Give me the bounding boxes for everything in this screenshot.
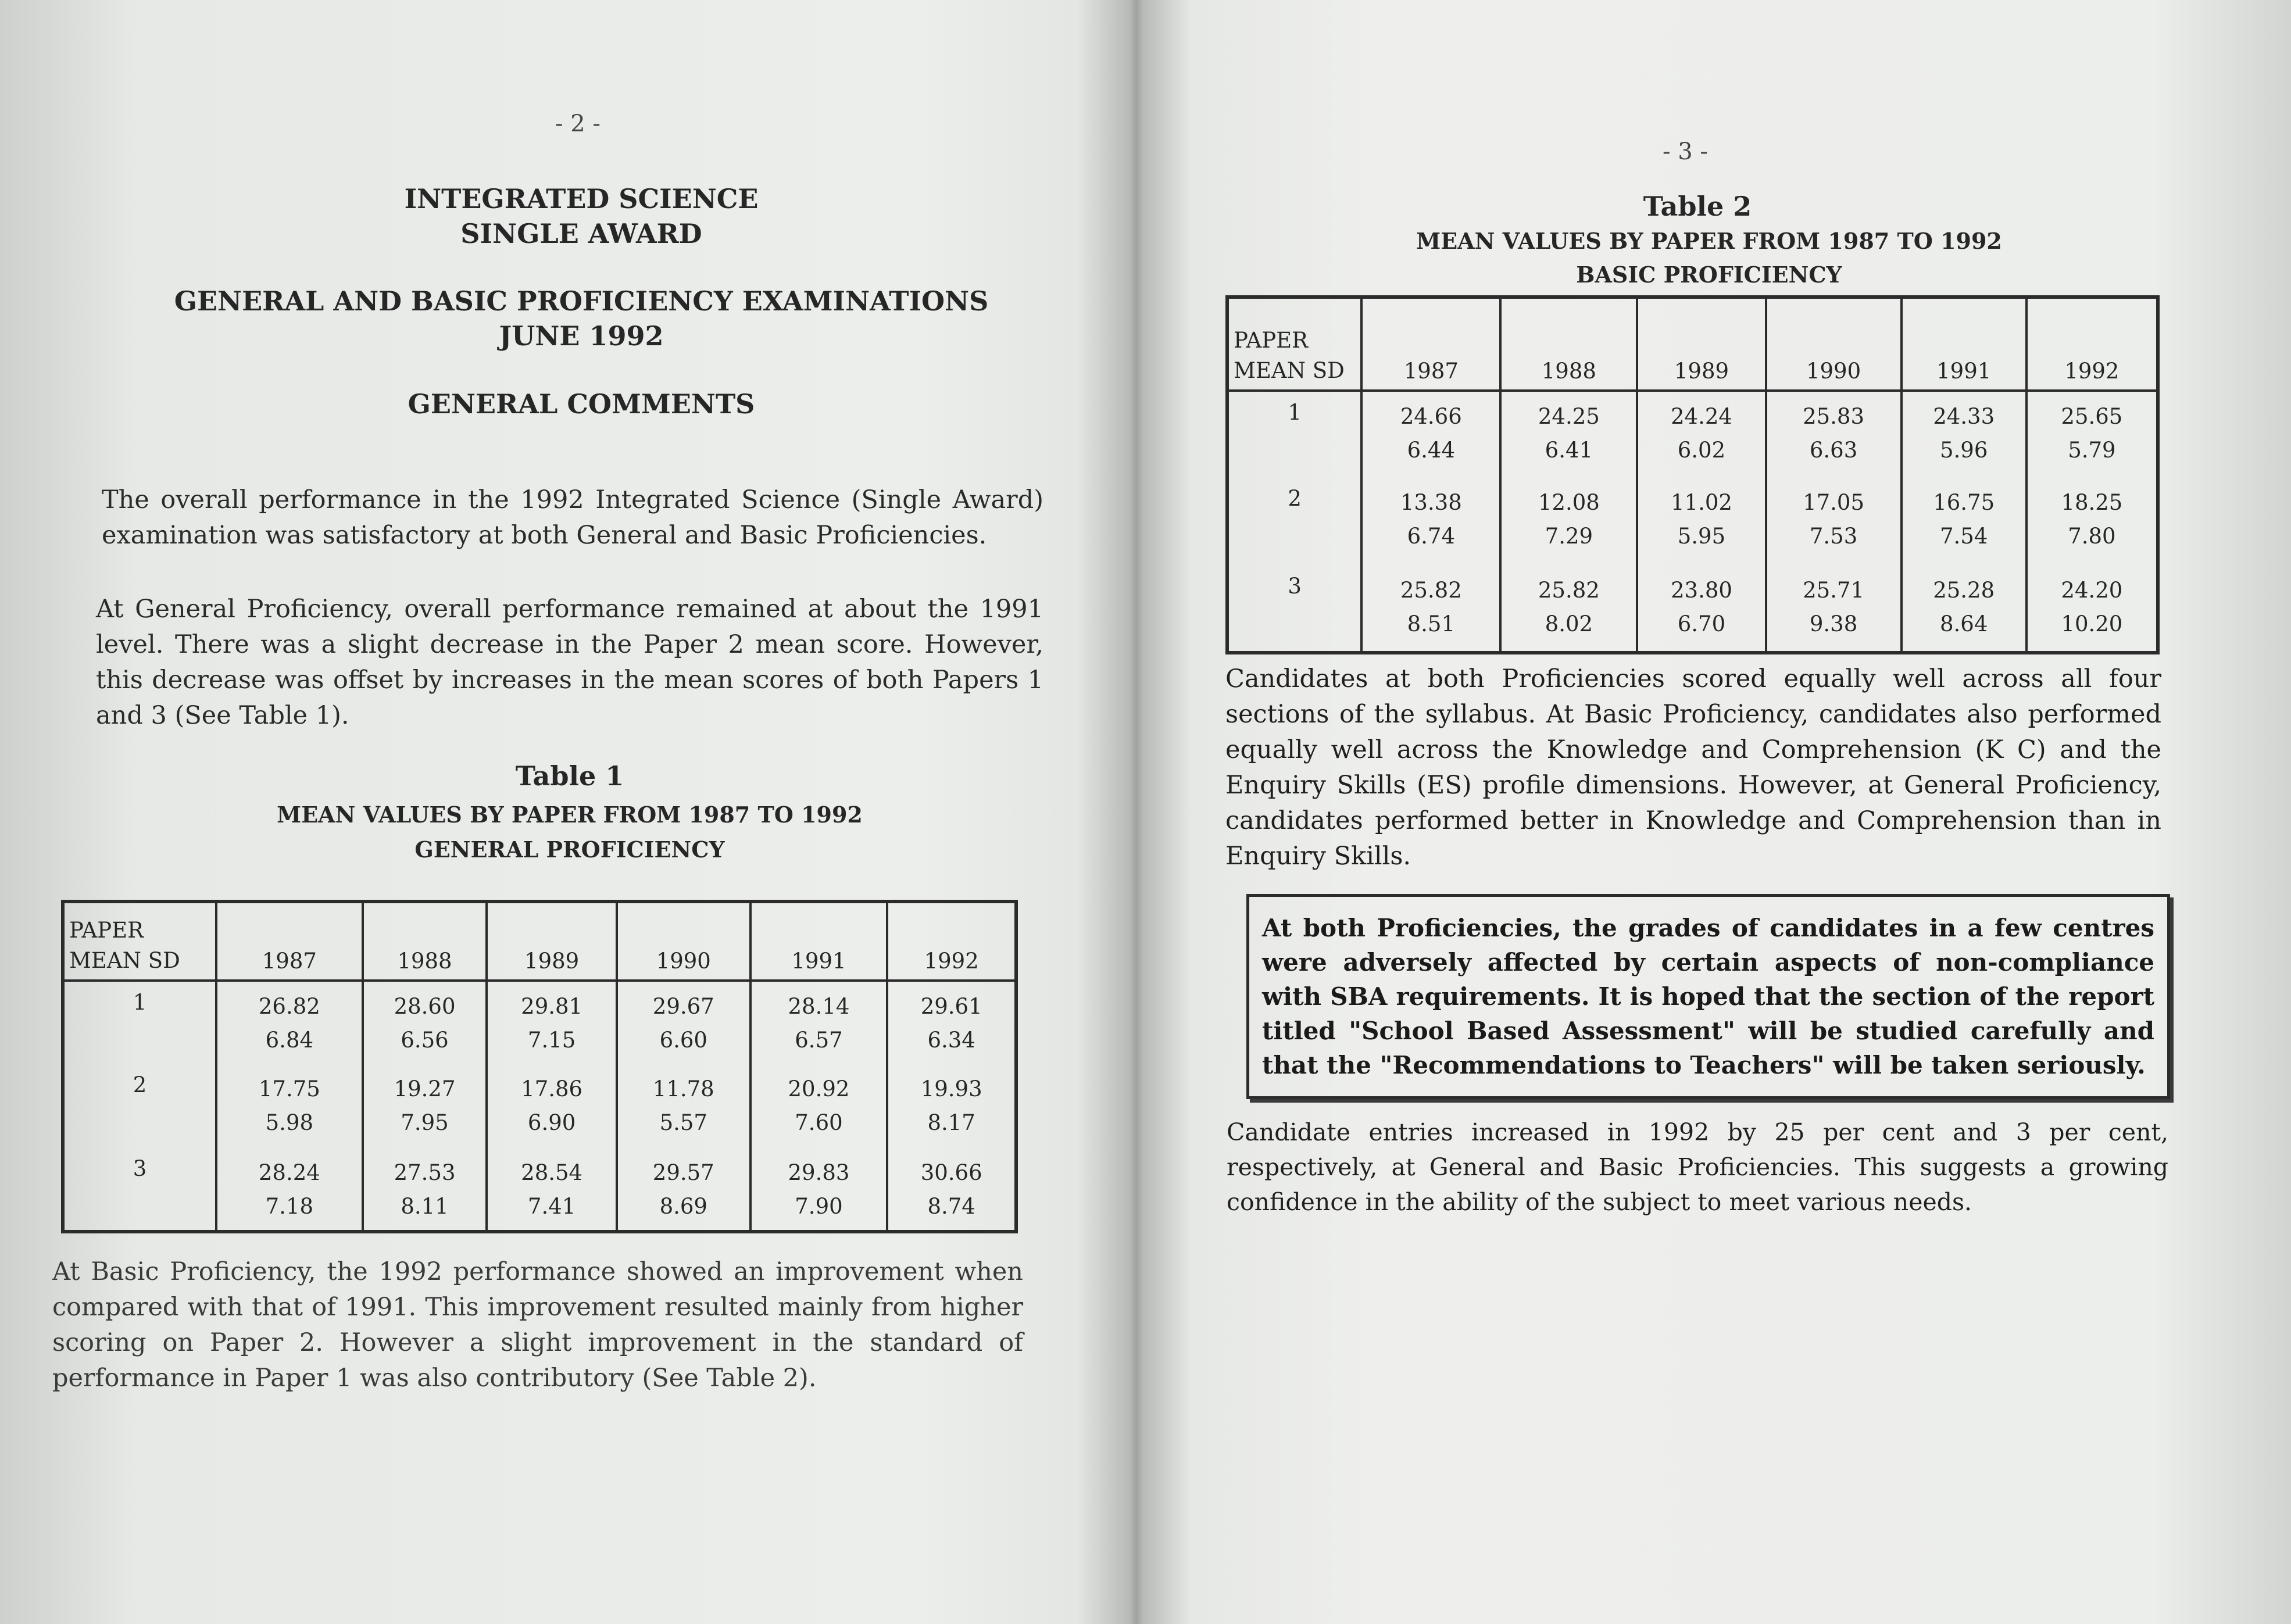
year-header: 1989	[487, 902, 617, 981]
sd-value: 9.38	[1809, 611, 1858, 636]
sd-value: 7.53	[1809, 524, 1858, 549]
table-cell	[216, 1148, 363, 1232]
mean-value: 11.02	[1670, 490, 1732, 516]
header-mean-sd: MEAN SD	[69, 948, 180, 973]
sd-value: 8.11	[401, 1194, 449, 1219]
paper-number: 3	[63, 1148, 216, 1232]
sd-value: 6.44	[1407, 437, 1456, 463]
mean-value: 28.60	[394, 994, 456, 1019]
mean-value: 26.82	[258, 994, 320, 1019]
mean-value: 25.71	[1803, 577, 1865, 603]
sd-value: 6.34	[927, 1028, 975, 1053]
sd-value: 6.41	[1545, 437, 1593, 463]
sd-value: 7.54	[1940, 524, 1988, 549]
table-cell	[363, 981, 487, 1064]
table-cell	[1637, 566, 1765, 653]
mean-value: 24.33	[1933, 403, 1995, 429]
paragraph-general: At General Proficiency, overall performance remained at about the 1991 level. There was a slight decrease in the Paper 2 mean score. However, this decrease was offset by increases in the mean scores of both Papers 1 and 3 (See Table 1).	[96, 595, 1043, 730]
report-title	[291, 181, 872, 251]
right-page	[1139, 0, 2291, 1624]
sd-value: 5.95	[1677, 524, 1726, 549]
page-number: - 3 -	[1663, 138, 1708, 165]
paper-number: 2	[1227, 478, 1361, 565]
subtitle-line-1: GENERAL AND BASIC PROFICIENCY EXAMINATIONS	[174, 285, 989, 317]
sd-value: 5.98	[265, 1110, 314, 1135]
sd-value: 6.90	[527, 1110, 576, 1135]
table-header-row	[63, 902, 1016, 981]
mean-value: 16.75	[1933, 490, 1995, 516]
year-header: 1987	[1361, 297, 1500, 391]
sd-value: 8.51	[1407, 611, 1456, 636]
table-1-caption	[174, 797, 965, 867]
mean-value: 28.14	[788, 994, 850, 1019]
mean-value: 25.83	[1803, 403, 1865, 429]
sd-value: 6.74	[1407, 524, 1456, 549]
mean-value: 24.20	[2061, 577, 2123, 603]
table-cell	[363, 1064, 487, 1148]
table-2-caption-line-2: BASIC PROFICIENCY	[1576, 262, 1842, 288]
year-header: 1991	[1902, 297, 2026, 391]
mean-value: 18.25	[2061, 490, 2123, 516]
header-paper: PAPER	[1234, 327, 1308, 353]
table-cell	[1361, 391, 1500, 478]
mean-value: 29.57	[652, 1160, 714, 1185]
table-cell	[487, 981, 617, 1064]
paragraph-basic: At Basic Proficiency, the 1992 performance showed an improvement when compared with that of 1991. This improvement resulted mainly from higher scoring on Paper 2. However a slight improvement in the standard of performance in Paper 1 was also contributory (See Table 2).	[52, 1257, 1023, 1393]
table-cell	[1902, 391, 2026, 478]
mean-value: 29.61	[920, 994, 982, 1019]
sd-value: 8.69	[659, 1194, 707, 1219]
table-cell	[2026, 566, 2158, 653]
table-cell	[887, 1064, 1016, 1148]
year-header: 1988	[1500, 297, 1637, 391]
year-header: 1989	[1637, 297, 1765, 391]
paper-number: 1	[63, 981, 216, 1064]
mean-value: 24.66	[1400, 403, 1462, 429]
table-cell	[487, 1148, 617, 1232]
table-cell	[1361, 566, 1500, 653]
sd-value: 6.56	[401, 1028, 449, 1053]
table-cell	[1500, 478, 1637, 565]
table-cell	[1766, 478, 1902, 565]
header-paper: PAPER	[69, 918, 144, 943]
mean-value: 17.86	[521, 1076, 583, 1101]
table-1-caption-line-1: MEAN VALUES BY PAPER FROM 1987 TO 1992	[277, 802, 863, 828]
year-header: 1990	[617, 902, 750, 981]
mean-value: 20.92	[788, 1076, 850, 1101]
sd-value: 6.60	[659, 1028, 707, 1053]
sd-value: 6.84	[265, 1028, 314, 1053]
table-header-label	[63, 902, 216, 981]
mean-value: 29.81	[521, 994, 583, 1019]
sd-value: 7.60	[795, 1110, 843, 1135]
sd-value: 6.70	[1677, 611, 1726, 636]
sd-value: 10.20	[2061, 611, 2123, 636]
sd-value: 5.96	[1940, 437, 1988, 463]
mean-value: 29.67	[652, 994, 714, 1019]
table-cell	[887, 1148, 1016, 1232]
table-cell	[1500, 566, 1637, 653]
mean-value: 19.27	[394, 1076, 456, 1101]
paper-number: 1	[1227, 391, 1361, 478]
table-cell	[750, 1064, 888, 1148]
mean-value: 28.24	[258, 1160, 320, 1185]
table-cell	[363, 1148, 487, 1232]
table-row	[1227, 566, 2158, 653]
table-row	[63, 1064, 1016, 1148]
title-line-2: SINGLE AWARD	[460, 218, 702, 249]
table-1-caption-line-2: GENERAL PROFICIENCY	[414, 836, 725, 863]
table-header-label	[1227, 297, 1361, 391]
table-cell	[1637, 391, 1765, 478]
paragraph-entries: Candidate entries increased in 1992 by 25 per cent and 3 per cent, respectively, at General and Basic Proficiencies. This suggests a growing confidence in the ability of the subject to meet various needs.	[1227, 1118, 2168, 1216]
page-number: - 2 -	[555, 110, 601, 137]
mean-value: 17.75	[258, 1076, 320, 1101]
paragraph-overall: The overall performance in the 1992 Integrated Science (Single Award) examination was satisfactory at both General and Basic Proficiencies.	[102, 485, 1043, 550]
year-header: 1990	[1766, 297, 1902, 391]
table-row	[1227, 478, 2158, 565]
table-cell	[1500, 391, 1637, 478]
sd-value: 5.79	[2068, 437, 2116, 463]
sd-value: 6.57	[795, 1028, 843, 1053]
table-cell	[617, 1064, 750, 1148]
mean-value: 25.28	[1933, 577, 1995, 603]
report-subtitle	[140, 284, 1023, 353]
table-cell	[2026, 391, 2158, 478]
mean-value: 25.82	[1538, 577, 1600, 603]
year-header: 1987	[216, 902, 363, 981]
year-header: 1991	[750, 902, 888, 981]
mean-value: 25.65	[2061, 403, 2123, 429]
table-cell	[1766, 391, 1902, 478]
sd-value: 7.18	[265, 1194, 314, 1219]
mean-value: 19.93	[920, 1076, 982, 1101]
mean-value: 30.66	[920, 1160, 982, 1185]
sd-value: 7.41	[527, 1194, 576, 1219]
title-line-1: INTEGRATED SCIENCE	[404, 183, 759, 214]
sd-value: 7.29	[1545, 524, 1593, 549]
table-cell	[750, 1148, 888, 1232]
sd-value: 8.74	[927, 1194, 975, 1219]
notice-text: At both Proficiencies, the grades of candidates in a few centres were adversely affected by certain aspects of non-compliance with SBA requirements. It is hoped that the section of the report titled "School Based Assessment" will be studied carefully and that the "Recommendations to Teachers" will be taken seriously.	[1262, 914, 2154, 1079]
sd-value: 6.63	[1809, 437, 1858, 463]
table-1-title: Table 1	[515, 760, 624, 792]
left-page	[0, 0, 1128, 1624]
sd-value: 6.02	[1677, 437, 1726, 463]
paper-number: 2	[63, 1064, 216, 1148]
table-cell	[2026, 478, 2158, 565]
table-cell	[1902, 478, 2026, 565]
table-cell	[216, 1064, 363, 1148]
sd-value: 7.90	[795, 1194, 843, 1219]
table-cell	[617, 1148, 750, 1232]
sd-value: 5.57	[659, 1110, 707, 1135]
header-mean-sd: MEAN SD	[1234, 357, 1345, 383]
section-heading: GENERAL COMMENTS	[408, 388, 755, 420]
table-row	[1227, 391, 2158, 478]
table-cell	[750, 981, 888, 1064]
sd-value: 7.95	[401, 1110, 449, 1135]
table-cell	[1637, 478, 1765, 565]
table-cell	[1766, 566, 1902, 653]
year-header: 1992	[887, 902, 1016, 981]
year-header: 1992	[2026, 297, 2158, 391]
sd-value: 8.17	[927, 1110, 975, 1135]
sd-value: 7.15	[527, 1028, 576, 1053]
mean-value: 17.05	[1803, 490, 1865, 516]
table-row	[63, 981, 1016, 1064]
subtitle-line-2: JUNE 1992	[499, 320, 664, 352]
mean-value: 13.38	[1400, 490, 1462, 516]
mean-value: 27.53	[394, 1160, 456, 1185]
table-header-row	[1227, 297, 2158, 391]
table-2-title: Table 2	[1643, 191, 1752, 222]
paper-number: 3	[1227, 566, 1361, 653]
mean-value: 11.78	[652, 1076, 714, 1101]
sd-value: 7.80	[2068, 524, 2116, 549]
sd-value: 8.02	[1545, 611, 1593, 636]
table-cell	[887, 981, 1016, 1064]
table-cell	[617, 981, 750, 1064]
table-2	[1225, 295, 2160, 654]
table-cell	[1361, 478, 1500, 565]
mean-value: 24.24	[1670, 403, 1732, 429]
table-cell	[487, 1064, 617, 1148]
notice-box	[1246, 894, 2170, 1099]
table-1	[61, 900, 1018, 1233]
table-cell	[1902, 566, 2026, 653]
sd-value: 8.64	[1940, 611, 1988, 636]
mean-value: 12.08	[1538, 490, 1600, 516]
table-2-caption-line-1: MEAN VALUES BY PAPER FROM 1987 TO 1992	[1416, 228, 2002, 254]
table-cell	[216, 981, 363, 1064]
mean-value: 28.54	[521, 1160, 583, 1185]
mean-value: 23.80	[1670, 577, 1732, 603]
mean-value: 24.25	[1538, 403, 1600, 429]
paragraph-syllabus: Candidates at both Proficiencies scored equally well across all four sections of the syllabus. At Basic Proficiency, candidates also performed equally well across the Knowledge and Comprehension (K C) and the Enquiry Skills (ES) profile dimensions. However, at General Proficiency, candidates performed better in Knowledge and Comprehension than in Enquiry Skills.	[1225, 664, 2161, 871]
year-header: 1988	[363, 902, 487, 981]
table-2-caption	[1314, 224, 2104, 292]
table-row	[63, 1148, 1016, 1232]
mean-value: 29.83	[788, 1160, 850, 1185]
mean-value: 25.82	[1400, 577, 1462, 603]
